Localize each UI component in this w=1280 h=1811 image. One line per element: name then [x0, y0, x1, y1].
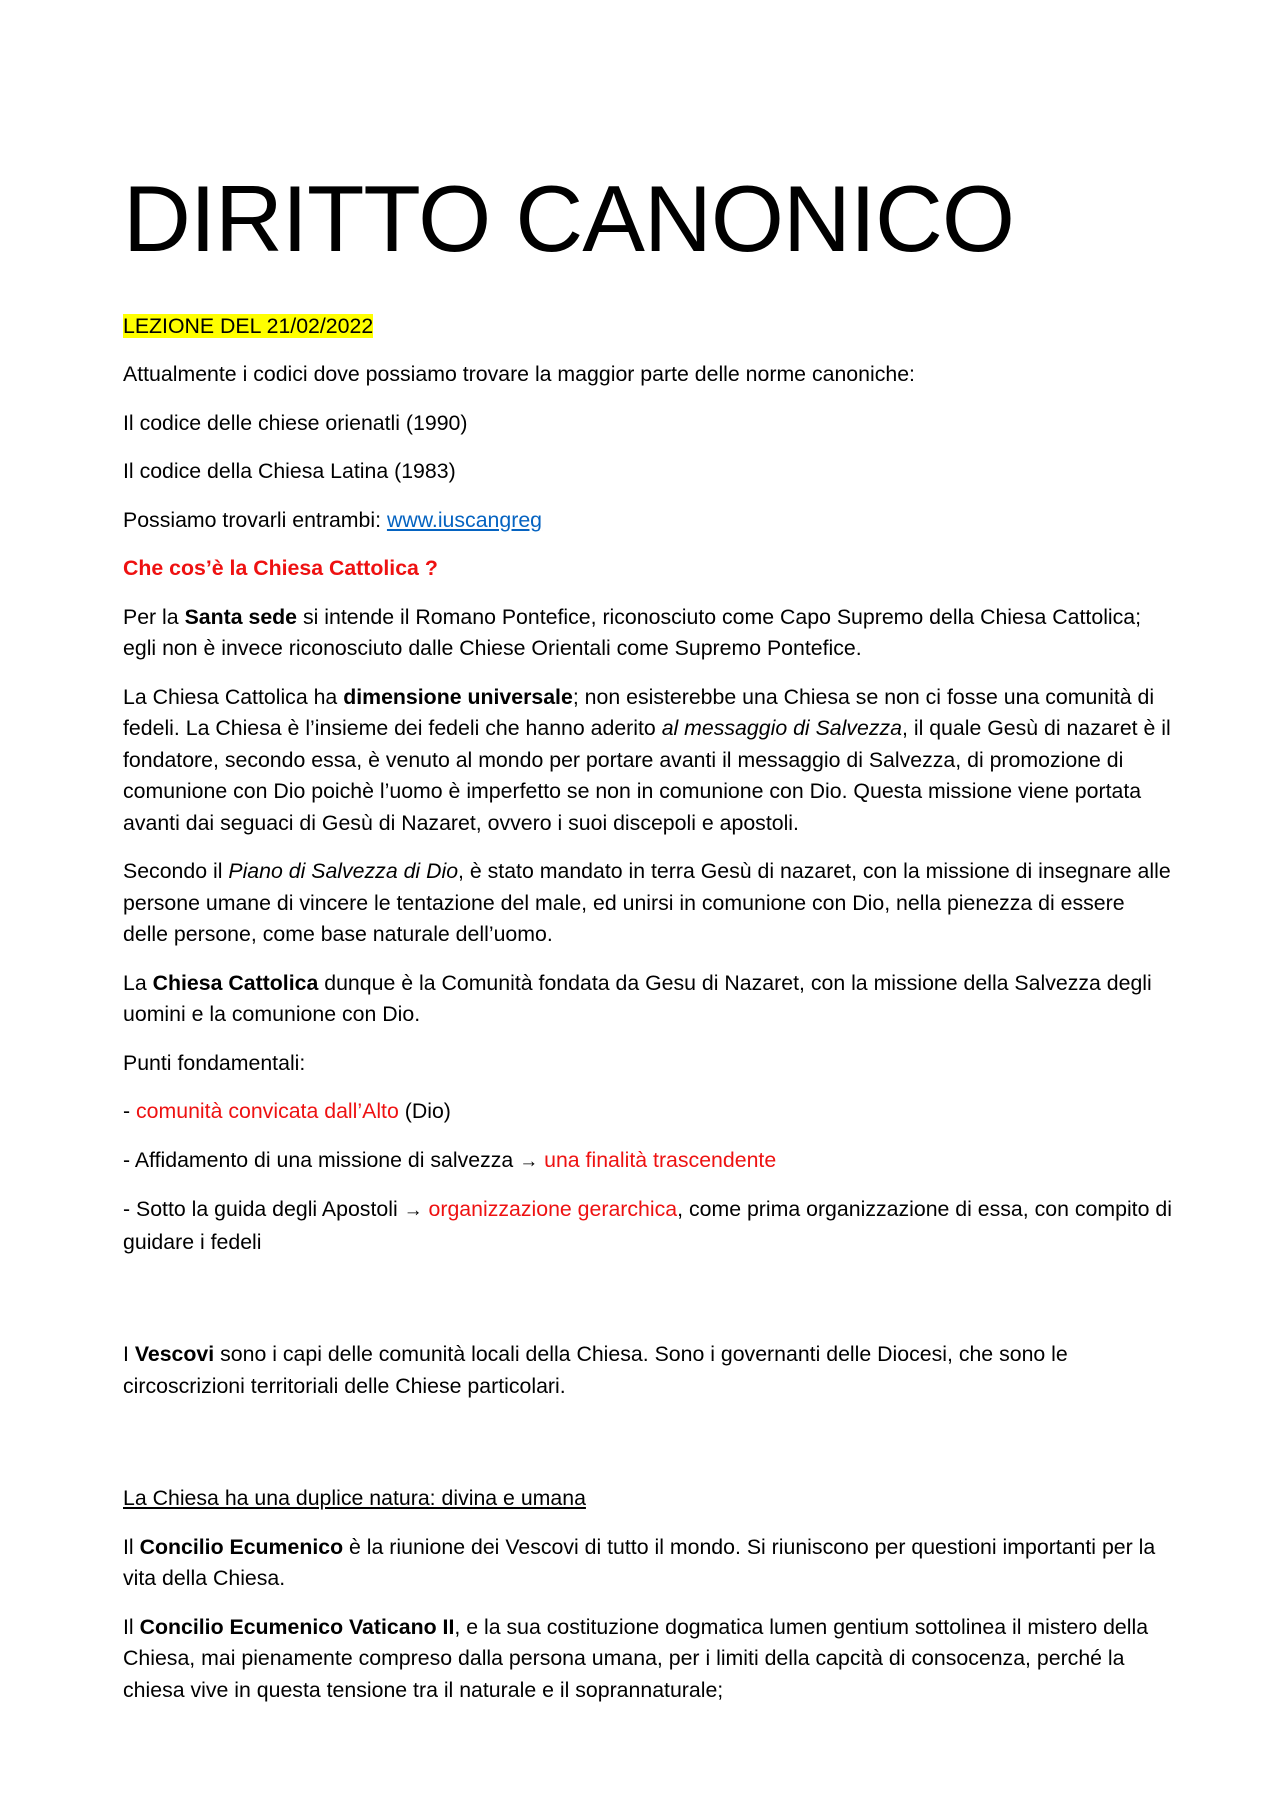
text-run: ; non esisterebbe una Chiesa se non ci fosse una comunità di fedeli. La Chiesa è l’insieme dei fedeli che hanno aderito: [123, 684, 1155, 741]
bold-term: Vescovi: [134, 1342, 215, 1367]
vaticano-paragraph: [123, 1612, 1173, 1707]
italic-term: Piano di Salvezza di Dio: [228, 859, 459, 884]
piano-paragraph: [123, 856, 1173, 951]
red-term: una finalità trascendente: [544, 1147, 777, 1172]
iuscangreg-link[interactable]: www.iuscangreg: [386, 507, 543, 532]
text-run: , il quale Gesù di nazaret è il fondatore, secondo essa, è venuto al mondo per portare avanti il messaggio di Salvezza, di promozione di comunione con Dio poichè l’uomo è imperfetto se non in comunione con Dio. Questa missione viene portata avanti dai seguaci di Gesù di Nazaret, ovvero i suoi discepoli e apostoli.: [123, 716, 1171, 835]
text-run: Secondo il: [123, 859, 229, 884]
lesson-date-highlight: LEZIONE DEL 21/02/2022: [123, 313, 374, 338]
text-run: si intende il Romano Pontefice, riconosciuto come Capo Supremo della Chiesa Cattolica; egli non è invece riconosciuto dalle Chiese Orientali come Supremo Pontefice.: [123, 604, 1142, 661]
document-body: [123, 166, 1173, 1706]
text-run: - Affidamento di una missione di salvezza: [123, 1147, 520, 1172]
point-3: [123, 1194, 1173, 1258]
red-term: comunità convicata dall’Alto: [136, 1099, 399, 1124]
italic-term: al messaggio di Salvezza: [661, 716, 902, 741]
question-heading: Che cos’è la Chiesa Cattolica ?: [123, 556, 438, 581]
text-run: (Dio): [398, 1099, 451, 1124]
text-run: sono i capi delle comunità locali della Chiesa. Sono i governanti delle Diocesi, che sono le circoscrizioni territoriali delle Chiese particolari.: [123, 1342, 1068, 1398]
bold-term: Santa sede: [184, 604, 298, 629]
find-label: Possiamo trovarli entrambi:: [123, 507, 387, 532]
point-1: [123, 1096, 1173, 1128]
chiesa-paragraph: [123, 968, 1173, 1031]
text-run: , è stato mandato in terra Gesù di nazaret, con la missione di insegnare alle persone umane di vincere le tentazione del male, ed unirsi in comunione con Dio, nella pienezza di essere delle persone, come base naturale dell’uomo.: [123, 859, 1171, 947]
red-term: organizzazione gerarchica: [428, 1197, 678, 1222]
text-run: -: [123, 1099, 137, 1124]
find-line: [123, 505, 1173, 537]
text-run: La: [123, 970, 153, 995]
text-run: , come prima organizzazione di essa, con compito di guidare i fedeli: [123, 1197, 1172, 1254]
bold-term: Concilio Ecumenico: [139, 1534, 344, 1559]
code-latin-line: Il codice della Chiesa Latina (1983): [123, 459, 456, 484]
text-run: Per la: [123, 604, 185, 629]
santa-sede-paragraph: [123, 602, 1173, 665]
text-run: - Sotto la guida degli Apostoli: [123, 1197, 404, 1222]
text-run: Il: [123, 1614, 140, 1639]
concilio-paragraph: [123, 1532, 1173, 1595]
point-2: [123, 1145, 1173, 1178]
text-run: , e la sua costituzione dogmatica lumen gentium sottolinea il mistero della Chiesa, mai pienamente compreso dalla persona umana, per i limiti della capcità di consocenza, perché la chiesa vive in questa tensione tra il naturale e il soprannaturale;: [123, 1614, 1149, 1702]
arrow-right-icon: →: [403, 1200, 423, 1222]
text-run: Il: [123, 1534, 140, 1559]
lesson-date: [123, 311, 1173, 343]
arrow-right-icon: →: [519, 1150, 539, 1172]
text-run: I: [123, 1342, 135, 1367]
document-title: DIRITTO CANONICO: [123, 166, 1014, 271]
points-title: Punti fondamentali:: [123, 1050, 306, 1075]
bold-term: Concilio Ecumenico Vaticano II: [139, 1614, 455, 1639]
intro-paragraph: Attualmente i codici dove possiamo trovare la maggior parte delle norme canoniche:: [123, 362, 915, 387]
bold-term: dimensione universale: [343, 684, 573, 709]
natura-heading: La Chiesa ha una duplice natura: divina e umana: [123, 1486, 586, 1511]
vescovi-paragraph: [123, 1339, 1173, 1402]
bold-term: Chiesa Cattolica: [152, 970, 319, 995]
dimensione-paragraph: [123, 682, 1173, 840]
text-run: dunque è la Comunità fondata da Gesu di Nazaret, con la missione della Salvezza degli uomini e la comunione con Dio.: [123, 970, 1152, 1027]
text-run: è la riunione dei Vescovi di tutto il mondo. Si riuniscono per questioni importanti per la vita della Chiesa.: [123, 1534, 1156, 1591]
text-run: La Chiesa Cattolica ha: [123, 684, 344, 709]
code-east-line: Il codice delle chiese orienatli (1990): [123, 410, 468, 435]
